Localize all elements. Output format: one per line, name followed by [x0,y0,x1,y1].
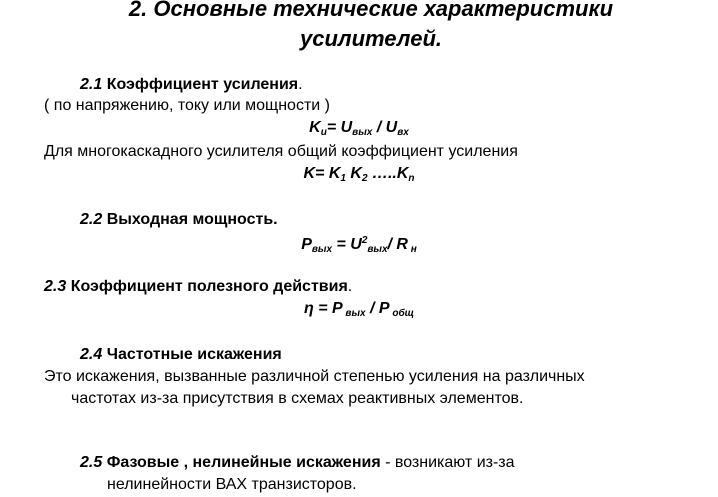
section-title: Коэффициент полезного действия [66,278,348,295]
formula-part: K [309,119,321,136]
formula-subscript: вых [352,127,373,138]
formula-subscript: 2 [361,173,368,184]
slide-title-line1: 2. Основные технические характеристики [128,0,614,21]
section-2-5-heading [80,453,515,473]
section-title-dot: . [347,278,353,295]
formula-part: / P [365,300,390,317]
formula-part: / U [372,119,398,136]
section-number: 2.5 [80,454,103,471]
section-2-2-heading [80,210,278,230]
section-heading-rest: - возникают из-за [380,454,515,471]
section-number: 2.3 [44,278,67,295]
freq-distortion-text-1: Это искажения, вызванные различной степенью усиления на различных [44,368,585,385]
formula-part: / R [387,236,408,253]
multistage-text: Для многокаскадного усилителя общий коэффициент усиления [44,143,518,160]
section-title-dot: . [298,76,303,93]
slide-title-line2: усилителей. [300,26,442,51]
gain-formula [0,118,718,143]
formula-subscript: 1 [340,173,346,184]
formula-part: η = P [303,300,343,317]
section-title: Частотные искажения [102,346,282,363]
formula-subscript: вых [342,308,366,319]
multistage-formula [0,164,718,189]
nonlinear-distortion-text: нелинейности ВАХ транзисторов. [107,476,357,493]
formula-superscript: 2 [361,235,368,246]
section-title: Фазовые , нелинейные искажения [102,454,381,471]
power-formula [0,231,718,260]
freq-distortion-text-2: частотах из-за присутствия в схемах реактивных элементов. [71,390,524,407]
section-title: Коэффициент усиления [102,76,299,93]
formula-subscript: общ [389,308,415,319]
section-2-3-heading [44,277,352,297]
formula-subscript: вых [367,244,388,255]
section-2-1-note: ( по напряжению, току или мощности ) [44,97,330,114]
formula-part: P [301,236,312,253]
section-2-4-heading [80,345,282,365]
formula-part: = U [326,119,353,136]
formula-part: K= K [303,165,341,182]
formula-subscript: вх [397,127,409,138]
formula-subscript: и [320,127,327,138]
formula-part: = U [332,236,362,253]
section-number: 2.4 [80,346,103,363]
formula-subscript: n [408,173,415,184]
formula-subscript: вых [311,244,333,255]
section-2-1-heading [80,75,303,95]
section-number: 2.1 [80,76,103,93]
formula-part: K [345,165,362,182]
section-title: Выходная мощность. [102,211,278,228]
section-number: 2.2 [80,211,103,228]
formula-subscript: н [407,244,417,255]
efficiency-formula [0,299,718,324]
formula-part: …..K [367,165,409,182]
